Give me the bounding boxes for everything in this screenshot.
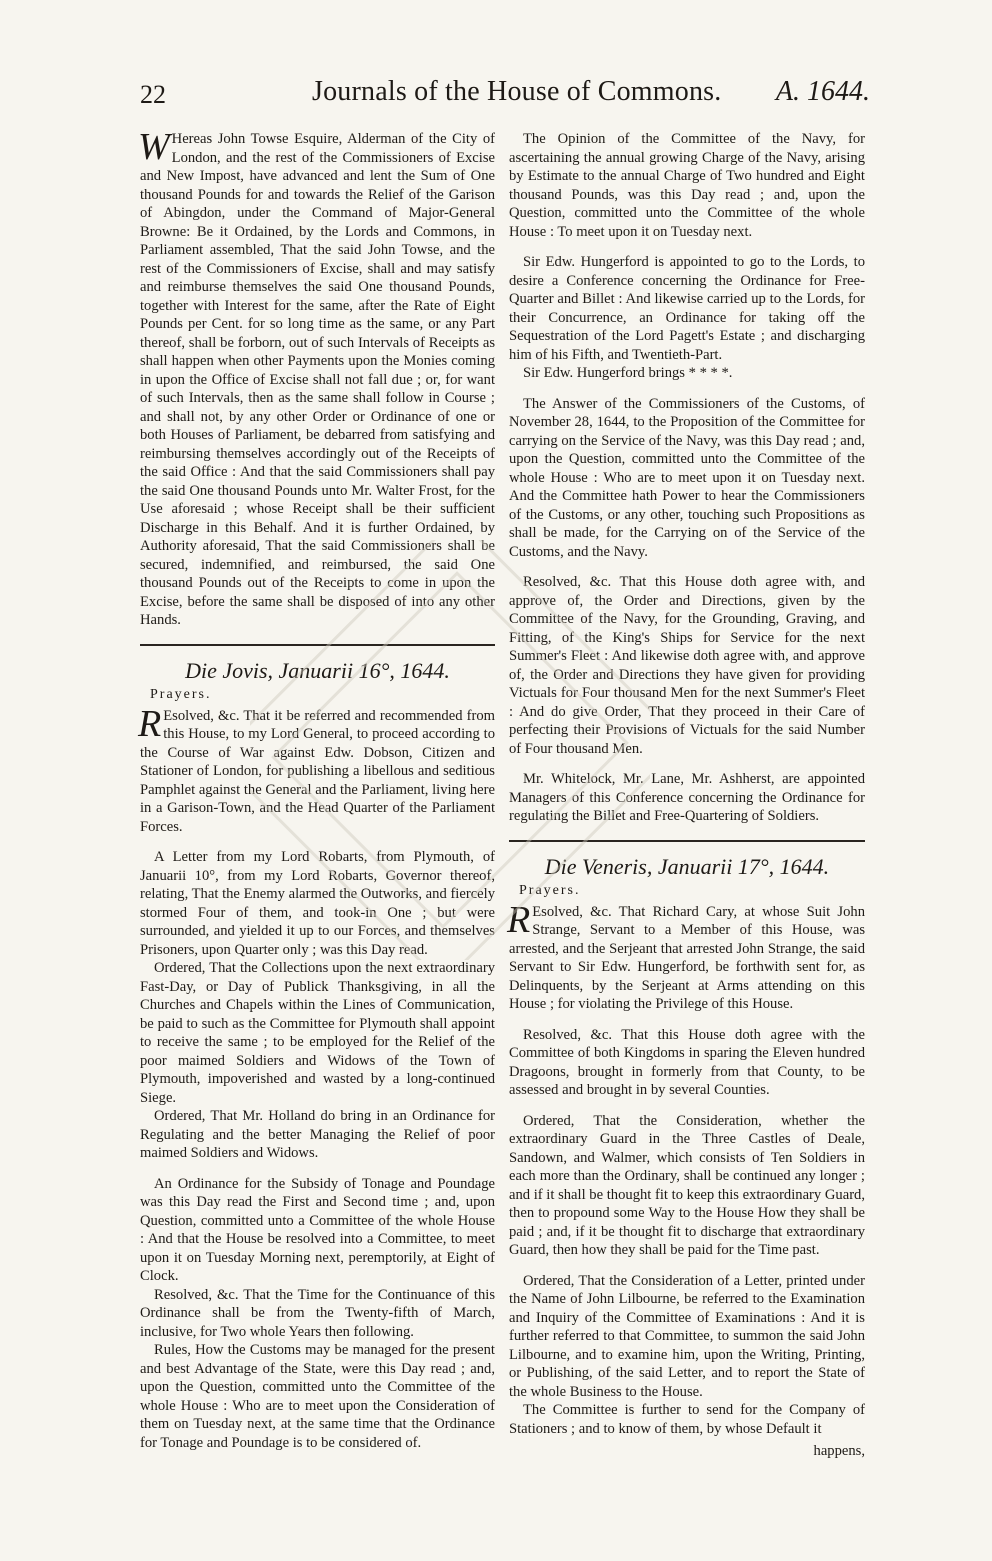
right-column bbox=[509, 130, 865, 1461]
hungerford-line: Sir Edw. Hungerford brings * * * *. bbox=[523, 365, 733, 381]
day-heading: Die Jovis, Januarii 16°, 1644. bbox=[185, 657, 450, 683]
drop-cap: R bbox=[507, 898, 531, 941]
section-rule bbox=[509, 840, 865, 842]
drop-cap: W bbox=[138, 126, 170, 168]
drop-cap: R bbox=[138, 702, 162, 745]
order-paragraph: Ordered, That the Consideration, whether the extraordinary Guard in the Three Castles of Deale, Sandown, and Walmer, which consists of Ten Soldiers in each more than the Ordinary, shall be continued any longer ; and if it shall be thought fit to keep this extraordinary Guard, then to propound some Way to the House How they shall be paid ; and, if it be thought fit to discharge that extraordinary Guard, then how they shall be paid for the Time past. bbox=[509, 1112, 865, 1258]
left-column bbox=[138, 126, 495, 1452]
year-heading: A. 1644. bbox=[775, 76, 870, 107]
managers-paragraph: Mr. Whitelock, Mr. Lane, Mr. Ashherst, are appointed Managers of this Conference concerning the Ordinance for regulating the Billet and Free-Quartering of Soldiers. bbox=[509, 771, 865, 824]
running-title: Journals of the House of Commons. bbox=[312, 76, 722, 107]
order-paragraph: Ordered, That the Collections upon the next extraordinary Fast-Day, or Day of Publick Thanksgiving, in all the Churches and Chapels within the Lines of Communication, be paid to such as the Committee for Plymouth shall appoint to receive the same ; to be employed for the Relief of the poor maimed Soldiers and Widows of the Town of Plymouth, impoverished and wasted by a long-continued Siege. bbox=[140, 960, 495, 1106]
navy-opinion-paragraph: The Opinion of the Committee of the Navy, for ascertaining the annual growing Charge of the Navy, arising by Estimate to the annual Charge of Two hundred and Eight thousand Pounds, was this Day read ; and, upon the Question, committed unto the Committee of the whole House : To meet upon it on Tuesday next. bbox=[509, 131, 865, 240]
resolution-paragraph: R Esolved, &c. That Richard Cary, at whose Suit John Strange, Servant to a Member of this House, was arrested, and the Serjeant that arrested John Strange, the said Servant to Sir Edw. Hungerford, be forthwith sent for, as Delinquents, by the Serjeant at Arms attending on this House ; for violating the Privilege of this House. bbox=[507, 898, 865, 1012]
day-heading: Die Veneris, Januarii 17°, 1644. bbox=[544, 853, 830, 879]
conference-paragraph: Sir Edw. Hungerford is appointed to go to the Lords, to desire a Conference concerning the Ordinance for Free-Quarter and Billet : And likewise carried up to the Lords, for their Concurrence, an Ordinance for taking off the Sequestration of the Lord Pagett's Estate ; and discharging him of his Fifth, and Twentieth-Part. bbox=[509, 254, 865, 363]
committee-paragraph: The Committee is further to send for the Company of Stationers ; and to know of them, by whose Default it bbox=[509, 1402, 865, 1437]
customs-answer-paragraph: The Answer of the Commissioners of the Customs, of November 28, 1644, to the Proposition of the Committee for carrying on the Service of the Navy, was this Day read ; and, upon the Question, committed unto the Committee of the whole House : Who are to meet upon it on Tuesday next. And the Committee hath Power to hear the Commissioners of the Customs, or any other, touching such Propositions as shall be made, for the Carrying on of the Service of the Customs, and the Navy. bbox=[509, 395, 865, 560]
section-rule bbox=[140, 644, 495, 646]
resolution-paragraph: Resolved, &c. That this House doth agree with the Committee of both Kingdoms in sparing the Eleven hundred Dragoons, brought in formerly from that County, to be assessed and brought in by several Counties. bbox=[509, 1026, 865, 1098]
ordinance-paragraph: An Ordinance for the Subsidy of Tonage and Poundage was this Day read the First and Second time ; and, upon Question, committed unto a Committee of the whole House : And that the House be resolved into a Committee, to meet upon it on Tuesday Morning next, peremptorily, at Eight of Clock. bbox=[140, 1175, 495, 1284]
letter-paragraph: A Letter from my Lord Robarts, from Plymouth, of Januarii 10°, from my Lord Robarts, Governor thereof, relating, That the Enemy alarmed the Outworks, and fiercely stormed Four of them, and took-in One ; but were surrounded, and yielded it up to our Forces, and themselves Prisoners, upon Quarter only ; was this Day read. bbox=[140, 849, 495, 958]
catchword: happens, bbox=[813, 1443, 865, 1459]
page-number: 22 bbox=[140, 80, 166, 109]
resolution-paragraph: Resolved, &c. That this House doth agree with, and approve of, the Order and Directions, given by the Committee of the Navy, for the Grounding, Graving, and Fitting, of the King's Ships for Service for the next Summer's Fleet : And likewise doth agree with, and approve of, the Order and Directions they have given for providing Victuals for Four thousand Men for the next Summer's Fleet : And do give Order, That they proceed in their Care of perfecting their Provisions of Victuals for the said Number of Four thousand Men. bbox=[509, 574, 865, 757]
order-paragraph: Ordered, That Mr. Holland do bring in an Ordinance for Regulating and the better Managing the Relief of poor maimed Soldiers and Widows. bbox=[140, 1108, 495, 1161]
page-header bbox=[140, 76, 870, 126]
resolution-paragraph: R Esolved, &c. That it be referred and recommended from this House, to my Lord General, to proceed according to the Course of War against Edw. Dobson, Citizen and Stationer of London, for publishing a libellous and seditious Pamphlet against the General and the Parliament, living here in a Garison-Town, and the Head Quarter of the Parliament Forces. bbox=[138, 702, 495, 835]
order-paragraph: Ordered, That the Consideration of a Letter, printed under the Name of John Lilbourne, be referred to the Examination and Inquiry of the Committee of Examinations : And it is further referred to that Committee, to summon the said John Lilbourne, and to examine him, upon the Writing, Printing, or Publishing, of the said Letter, and to report the State of the whole Business to the House. bbox=[509, 1272, 865, 1400]
resolution-paragraph: Resolved, &c. That the Time for the Continuance of this Ordinance shall be from the Twenty-fifth of March, inclusive, for Two whole Years then following. bbox=[140, 1286, 495, 1340]
prayers-label: Prayers. bbox=[150, 687, 212, 702]
ordinance-paragraph: W Hereas John Towse Esquire, Alderman of the City of London, and the rest of the Commissioners of Excise and New Impost, have advanced and lent the Sum of One thousand Pounds for and towards the Relief of the Garison of Abingdon, under the Command of Major-General Browne: Be it Ordained, by the Lords and Commons, in Parliament assembled, That the said John Towse, and the rest of the Commissioners of Excise, shall and may satisfy and reimburse themselves the said One thousand Pounds, together with Interest for the same, after the Rate of Eight Pounds per Cent. for so long time as the same, or any Part thereof, shall be forborn, out of such Intervals of Receipts as shall happen when other Payments upon the Monies coming in upon the Office of Excise shall not fall due ; or, for want of such Intervals, then as the same shall follow in Course ; and shall not, by any other Order or Ordinance of one or both Houses of Parliament, be debarred from satisfying and reimbursing themselves accordingly out of the Receipts of the said Office : And that the said Commissioners shall pay the said One thousand Pounds unto Mr. Walter Frost, for the Use aforesaid ; whose Receipt shall be their sufficient Discharge in this Behalf. And it is further Ordained, by Authority aforesaid, That the said Commissioners shall be secured, indemnified, and reimbursed, the said One thousand Pounds out of the Receipts to come in upon the Excise, before the same shall be disposed of into any other Hands. bbox=[138, 126, 495, 628]
rules-paragraph: Rules, How the Customs may be managed for the present and best Advantage of the State, were this Day read ; and, upon the Question, committed unto the Committee of the whole House : Who are to meet upon the Consideration of them on Tuesday next, at the same time that the Ordinance for Tonage and Poundage is to be considered of. bbox=[140, 1342, 495, 1451]
prayers-label: Prayers. bbox=[519, 883, 581, 898]
